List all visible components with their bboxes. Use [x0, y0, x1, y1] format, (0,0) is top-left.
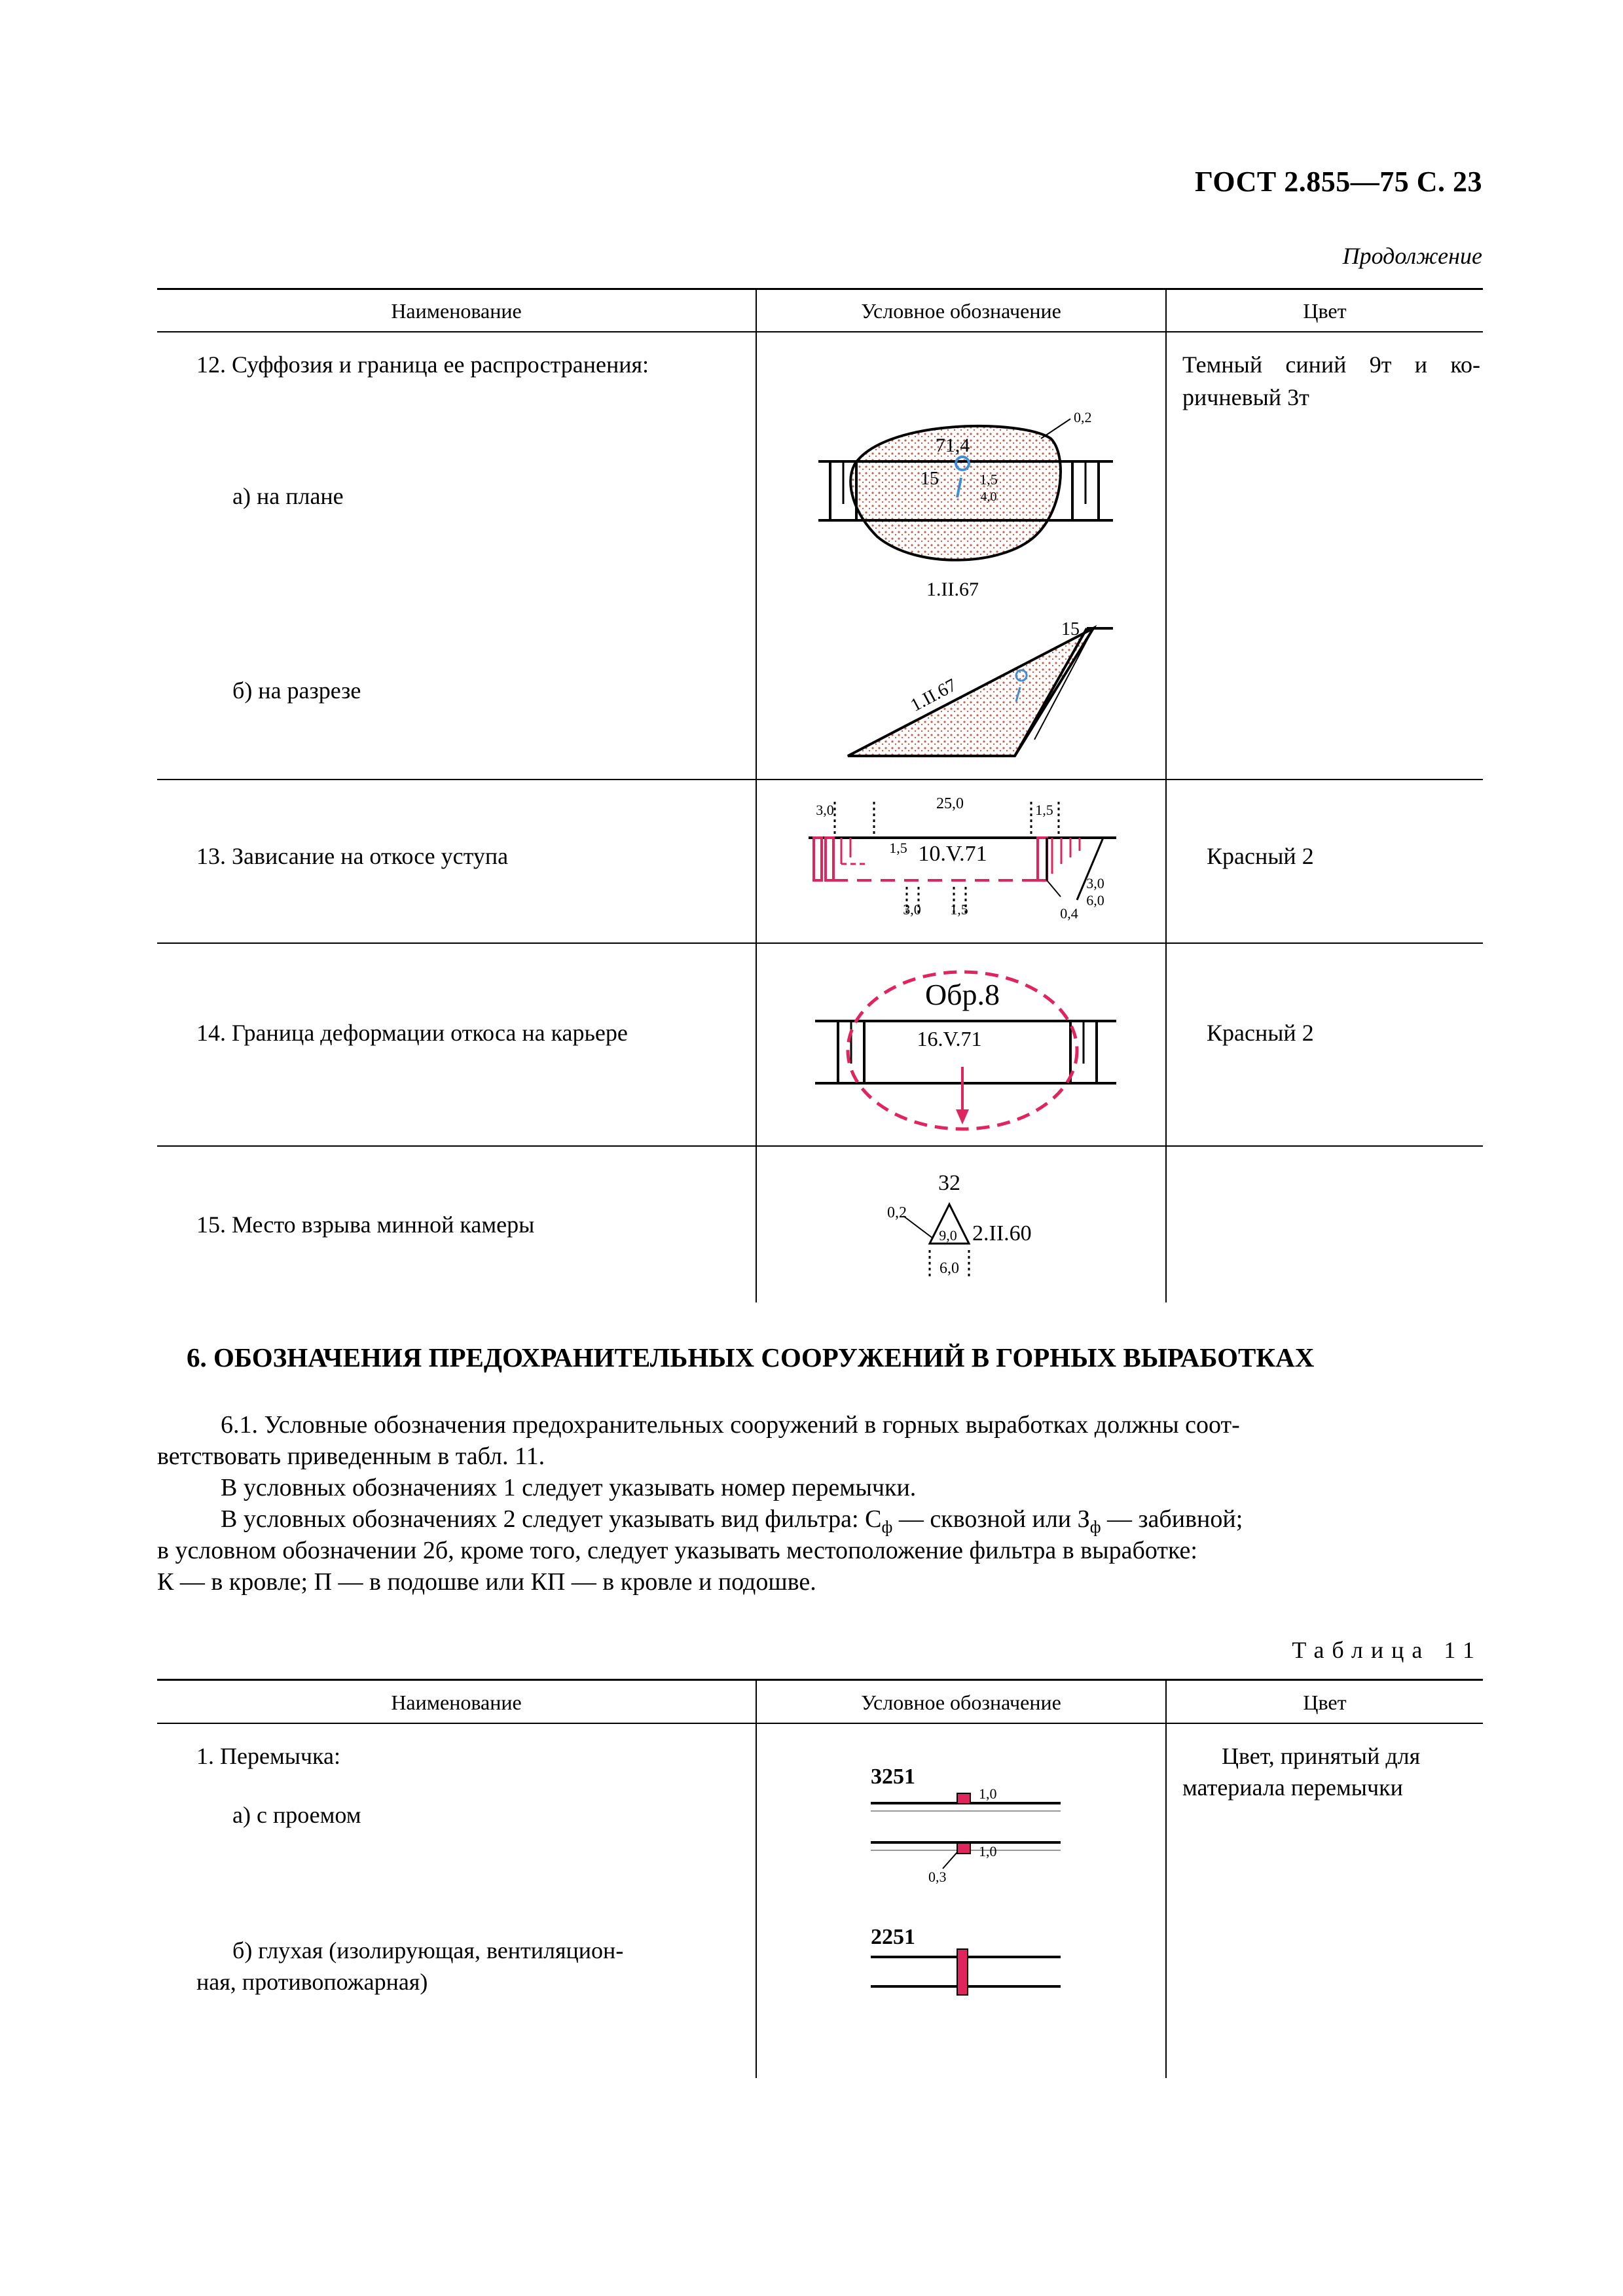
overhang-symbol [802, 789, 1129, 936]
suffosion-section-label: 15 [1061, 619, 1080, 639]
t11-row1-b-l1: б) глухая (изолирующая, вентиляцион- [232, 1937, 624, 1964]
overhang-label: 6,0 [1086, 892, 1104, 908]
row12-color: Темный синий 9т и ко-ричневый 3т [1182, 351, 1480, 410]
row12-sub-a: а) на плане [232, 483, 344, 509]
row13-name: 13. Зависание на откосе уступа [196, 843, 509, 869]
t11-row1-a: а) с проемом [232, 1802, 361, 1828]
t11-row1-name: 1. Перемычка: [196, 1743, 340, 1769]
bulkhead-number: 2251 [871, 1925, 915, 1949]
table-col-divider-2 [1165, 288, 1167, 1302]
overhang-label: 1,5 [1035, 802, 1053, 818]
chamber-label-inner: 9,0 [939, 1227, 957, 1244]
bulkhead-opening-icon [957, 1793, 970, 1804]
chamber-label-top: 32 [938, 1171, 960, 1195]
col-header-name: Наименование [391, 299, 522, 323]
para-3-line1: В условных обозначениях 2 следует указывать вид фильтра: $С_ф$ — сквозной или $З_ф$ — забивной; [221, 1505, 1243, 1537]
t11-col-header-color: Цвет [1303, 1691, 1347, 1714]
t11-col-header-symbol: Условное обозначение [861, 1691, 1061, 1714]
row15-name: 15. Место взрыва минной камеры [196, 1211, 535, 1238]
table-header-divider [157, 331, 1483, 332]
suffosion-section [848, 628, 1093, 756]
bulkhead-solid-icon [957, 1949, 968, 1995]
arrow-down-icon [956, 1109, 969, 1124]
t11-row1-b-l2: ная, противопожарная) [196, 1969, 428, 1995]
overhang-label: 3,0 [1086, 875, 1104, 891]
overhang-label: 0,4 [1060, 905, 1078, 922]
table11-col-divider-1 [756, 1679, 757, 2078]
mine-chamber-symbol [877, 1165, 1074, 1296]
para-6-1-line2: ветствовать приведенным в табл. 11. [157, 1443, 545, 1470]
para-6-1-line1: 6.1. Условные обозначения предохранительных сооружений в горных выработках должны соот- [221, 1411, 1240, 1439]
chamber-label-bottom: 6,0 [939, 1260, 959, 1277]
table-11-caption: Таблица 11 [1292, 1637, 1482, 1663]
chamber-label-right: 2.II.60 [972, 1221, 1032, 1246]
row13-color: Красный 2 [1207, 843, 1314, 869]
table11-header-divider [157, 1723, 1483, 1724]
overhang-label: 1,5 [950, 901, 968, 918]
section-title: 6. ОБОЗНАЧЕНИЯ ПРЕДОХРАНИТЕЛЬНЫХ СООРУЖЕНИЙ В ГОРНЫХ ВЫРАБОТКАХ [187, 1342, 1315, 1372]
table-col-divider-1 [756, 288, 757, 1302]
para-3-line2: в условном обозначении 2б, кроме того, следует указывать местоположение фильтра в выработке: [157, 1537, 1197, 1564]
overhang-label: 3,0 [903, 901, 921, 918]
row12-name: 12. Суффозия и граница ее распространения: [196, 351, 649, 378]
page-header: ГОСТ 2.855—75 С. 23 [1194, 166, 1482, 198]
suffosion-symbol [805, 393, 1133, 766]
chamber-label-left: 0,2 [887, 1204, 907, 1221]
row12-sub-b: б) на разрезе [232, 677, 361, 704]
slope-deformation-symbol [802, 956, 1129, 1139]
row-divider [157, 942, 1483, 944]
row14-name: 14. Граница деформации откоса на карьере [196, 1020, 628, 1046]
suffosion-label: 1,5 [979, 471, 998, 488]
overhang-date: 10.V.71 [918, 842, 987, 866]
overhang-label: 3,0 [816, 802, 834, 818]
row14-color: Красный 2 [1207, 1020, 1314, 1046]
bulkhead-opening-icon [957, 1843, 970, 1854]
suffosion-label: 4,0 [980, 490, 997, 504]
suffosion-section-date: 1.II.67 [907, 675, 960, 716]
col-header-symbol: Условное обозначение [861, 299, 1061, 323]
bulkhead-number: 3251 [871, 1765, 915, 1789]
suffosion-date: 1.II.67 [926, 579, 979, 600]
bulkhead-dim: 1,0 [979, 1843, 997, 1859]
para-3-line3: К — в кровле; П — в подошве или КП — в кровле и подошве. [157, 1568, 816, 1596]
table11-col-divider-2 [1165, 1679, 1167, 2078]
suffosion-thickness-label: 0,2 [1074, 409, 1092, 425]
t11-row1-color-l2: материала перемычки [1182, 1774, 1403, 1801]
bulkhead-symbols [864, 1761, 1100, 2009]
suffosion-label: 71,4 [935, 435, 970, 456]
bulkhead-dim: 0,3 [928, 1869, 947, 1885]
suffosion-label: 15 [921, 469, 939, 489]
overhang-label: 1,5 [889, 840, 907, 856]
para-2: В условных обозначениях 1 следует указывать номер перемычки. [221, 1474, 917, 1501]
row-divider [157, 1145, 1483, 1147]
t11-row1-color-l1: Цвет, принятый для [1222, 1743, 1421, 1769]
t11-col-header-name: Наименование [391, 1691, 522, 1714]
bulkhead-dim: 1,0 [979, 1785, 997, 1802]
col-header-color: Цвет [1303, 299, 1347, 323]
table11-top-border [157, 1679, 1483, 1681]
overhang-label: 25,0 [936, 795, 964, 812]
continuation-label: Продолжение [1342, 243, 1482, 269]
row-divider [157, 779, 1483, 780]
deformation-obr-label: Обр.8 [924, 978, 1000, 1011]
table-top-border [157, 288, 1483, 290]
deformation-date: 16.V.71 [917, 1027, 982, 1050]
